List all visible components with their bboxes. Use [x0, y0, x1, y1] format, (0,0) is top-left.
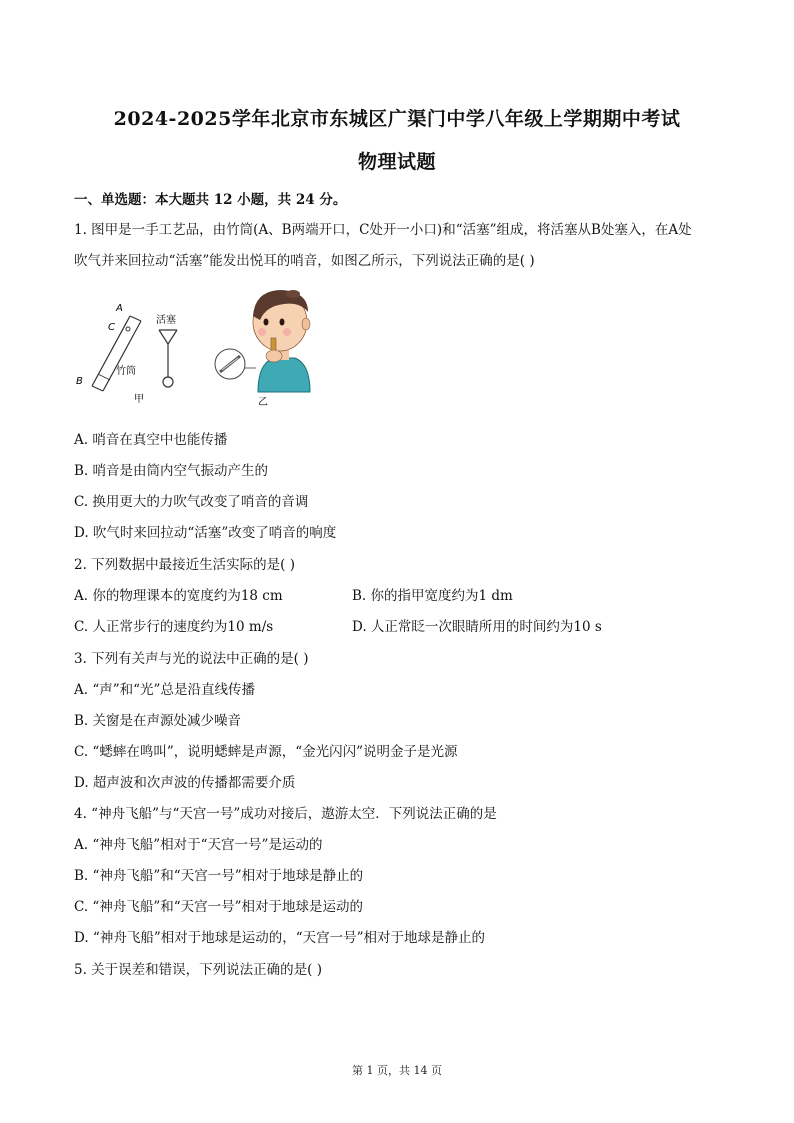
question-4-option-d: D. “神舟飞船”相对于地球是运动的，“天宫一号”相对于地球是静止的 — [74, 930, 486, 946]
label-a: A — [116, 303, 123, 314]
question-1-option-d: D. 吹气时来回拉动“活塞”改变了哨音的响度 — [74, 525, 337, 541]
label-tube: 竹筒 — [116, 366, 136, 377]
question-1-figure — [70, 282, 320, 408]
question-2-option-a: A. 你的物理课本的宽度约为18 cm — [74, 588, 283, 604]
question-4-text: 4. “神舟飞船”与“天宫一号”成功对接后，遨游太空．下列说法正确的是 — [74, 806, 497, 822]
question-2-option-b: B. 你的指甲宽度约为1 dm — [352, 588, 513, 604]
question-2-option-d: D. 人正常眨一次眼睛所用的时间约为10 s — [352, 619, 602, 635]
question-3-text: 3. 下列有关声与光的说法中正确的是( ) — [74, 651, 309, 667]
question-3-option-b: B. 关窗是在声源处减少噪音 — [74, 713, 242, 729]
question-3-option-a: A. “声”和“光”总是沿直线传播 — [74, 682, 255, 698]
piston-diagram — [159, 330, 177, 387]
question-1-text-cont: 吹气并来回拉动“活塞”能发出悦耳的哨音，如图乙所示，下列说法正确的是( ) — [74, 253, 535, 269]
question-2-option-c: C. 人正常步行的速度约为10 m/s — [74, 619, 274, 635]
question-3-option-c: C. “蟋蟀在鸣叫”，说明蟋蟀是声源，“金光闪闪”说明金子是光源 — [74, 744, 458, 760]
question-4-option-a: A. “神舟飞船”相对于“天宫一号”是运动的 — [74, 837, 323, 853]
bamboo-tube-diagram — [92, 316, 141, 391]
figure-illustration — [70, 282, 320, 408]
exam-title: 2024-2025学年北京市东城区广渠门中学八年级上学期期中考试 — [113, 108, 681, 130]
label-c: C — [108, 322, 115, 333]
page-footer: 第 1 页，共 14 页 — [352, 1064, 442, 1077]
label-b: B — [76, 376, 83, 387]
question-4-option-b: B. “神舟飞船”和“天宫一号”相对于地球是静止的 — [74, 868, 364, 884]
question-4-option-c: C. “神舟飞船”和“天宫一号”相对于地球是运动的 — [74, 899, 364, 915]
boy-illustration — [215, 290, 310, 392]
label-jia: 甲 — [134, 394, 144, 405]
question-1-option-b: B. 哨音是由筒内空气振动产生的 — [74, 463, 269, 479]
question-1-option-c: C. 换用更大的力吹气改变了哨音的音调 — [74, 494, 309, 510]
question-1-option-a: A. 哨音在真空中也能传播 — [74, 432, 228, 448]
label-yi: 乙 — [258, 397, 268, 408]
question-5-text: 5. 关于误差和错误，下列说法正确的是( ) — [74, 962, 322, 978]
question-2-text: 2. 下列数据中最接近生活实际的是( ) — [74, 557, 295, 573]
exam-subject: 物理试题 — [357, 151, 436, 173]
question-1-text: 1. 图甲是一手工艺品，由竹筒(A、B两端开口，C处开一小口)和“活塞”组成，将活塞从B处塞入，在A处 — [74, 222, 692, 238]
section-heading: 一、单选题：本大题共 12 小题，共 24 分。 — [74, 192, 347, 208]
label-piston: 活塞 — [156, 315, 176, 326]
question-3-option-d: D. 超声波和次声波的传播都需要介质 — [74, 775, 296, 791]
